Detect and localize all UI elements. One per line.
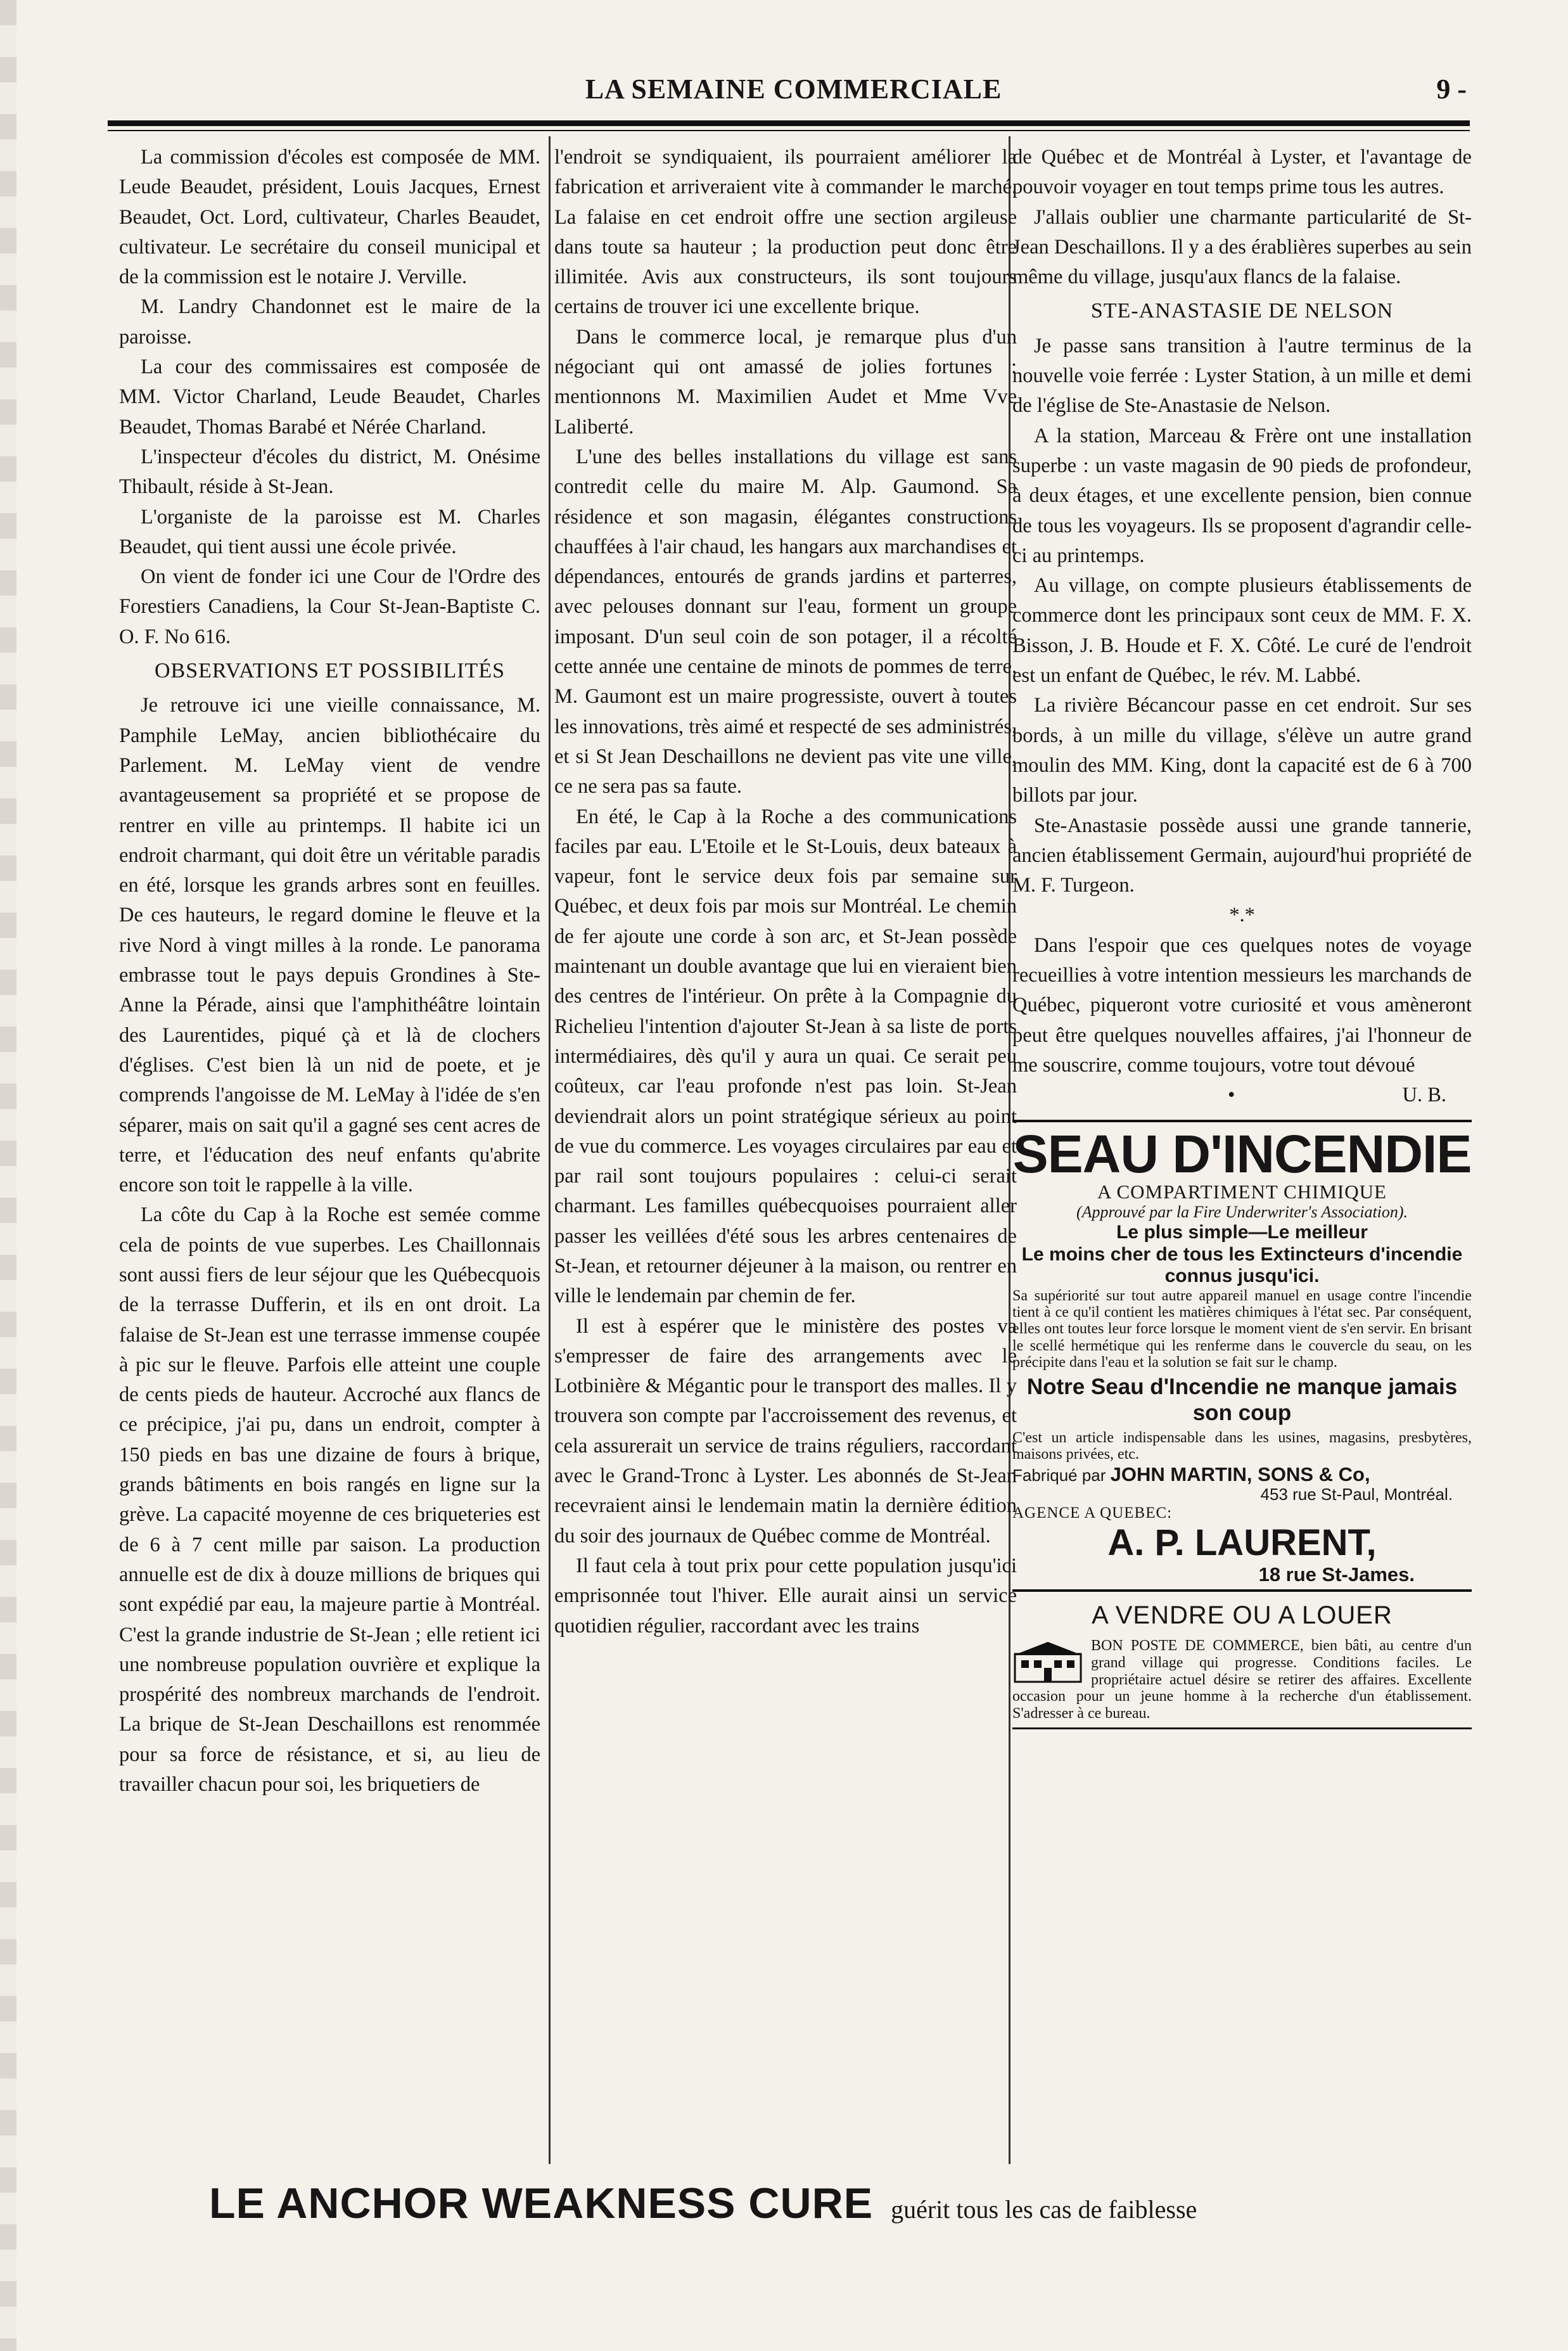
page-header	[120, 73, 1467, 111]
ad-article: C'est un article indispensable dans les usines, magasins, presbytères, maisons privées, etc.	[1012, 1429, 1472, 1463]
paragraph: J'allais oublier une charmante particularité de St-Jean Deschaillons. Il y a des érablières superbes au sein même du village, jusqu'aux flancs de la falaise.	[1012, 205, 1472, 289]
page-number: 9 -	[1436, 74, 1467, 105]
for-sale-notice	[1012, 1594, 1472, 1729]
paragraph: La cour des commissaires est composée de MM. Victor Charland, Leude Beaudet, Charles Beaudet, Thomas Barabé et Nérée Charland.	[119, 356, 540, 439]
paragraph: Ste-Anastasie possède aussi une grande tannerie, ancien établissement Germain, aujourd'hui propriété de M. F. Turgeon.	[1012, 814, 1472, 897]
fire-bucket-advertisement	[1012, 1120, 1472, 1592]
ad-title: SEAU D'INCENDIE	[1012, 1124, 1472, 1184]
signature-mark: •	[1228, 1084, 1235, 1107]
paragraph: Il est à espérer que le ministère des postes va s'empresser de faire des arrangements avec le Lotbinière & Mégantic pour le transport des malles. Il y trouvera son compte par l'accroissement des revenus, et cela assurerait un service de trains réguliers, raccordant avec le Grand-Tronc à Lyster. Les abonnés de St-Jean recevraient ainsi le lendemain matin la dernière édition du soir des journaux de Québec comme de Montréal.	[554, 1314, 1017, 1547]
ad-approval: (Approuvé par la Fire Underwriter's Association).	[1076, 1203, 1408, 1222]
paragraph: Dans le commerce local, je remarque plus d'un négociant qui ont amassé de jolies fortunes : mentionnons M. Maximilien Audet et Mme Vve Laliberté.	[554, 325, 1017, 439]
paragraph: En été, le Cap à la Roche a des communications faciles par eau. L'Etoile et le St-Louis, deux bateaux à vapeur, font le service deux fois par semaine sur Québec, et deux fois par mois sur Montréal. Le chemin de fer ajoute une corde à son arc, et St-Jean possède maintenant un double avantage que lui en vieraient bien des centres de l'intérieur. On prête à la Compagnie du Richelieu l'intention d'ajouter St-Jean à sa liste de ports intermédiaires, dès qu'il y aura un quai. Ce serait peu coûteux, car l'eau profonde n'est pas loin. St-Jean deviendrait alors un point stratégique sérieux au point de vue du commerce. Les voyages circulaires par eau et par rail sont toujours populaires : celui-ci serait charmant. Les familles québecquoises pourraient aller passer les veillées d'été sous les arbres centenaires de St-Jean, et retourner déjeuner à la maison, ou rentrer en ville le lendemain par chemin de fer.	[554, 805, 1017, 1308]
footer-ad-title: LE ANCHOR WEAKNESS CURE	[209, 2179, 874, 2227]
paragraph: Au village, on compte plusieurs établissements de commerce dont les principaux sont ceux de MM. F. X. Bisson, J. B. Houde et F. X. Côté. Le curé de l'endroit est un enfant de Québec, le rév. M. Labbé.	[1012, 574, 1472, 688]
ad-maker-address: 453 rue St-Paul, Montréal.	[1260, 1485, 1453, 1504]
paragraph: La rivière Bécancour passe en cet endroit. Sur ses bords, à un mille du village, s'élève un autre grand moulin des MM. King, dont la capacité est de 6 à 700 billots par jour.	[1012, 694, 1472, 807]
paragraph: Je retrouve ici une vieille connaissance, M. Pamphile LeMay, ancien bibliothécaire du Parlement. M. LeMay vient de vendre avantageusement sa propriété et se propose de rentrer en ville au printemps. Il habite ici un endroit charmant, qui doit être un véritable paradis en été, lorsque les grands arbres sont en feuilles. De ces hauteurs, le regard domine le fleuve et la rive Nord à vingt milles à la ronde. Le panorama embrasse tout le pays depuis Grondines à Ste-Anne la Pérade, ainsi que l'amphithéâtre lointain des Laurentides, piqué çà et là de clochers d'églises. C'est bien là un nid de poete, et je comprends l'angoisse de M. LeMay à l'idée de s'en séparer, mais on sait qu'il a gagné ses cent acres de terre, et l'éducation des neuf enfants qu'abrite encore son toit le rappelle à la ville.	[119, 694, 540, 1197]
sale-title: A VENDRE OU A LOUER	[1092, 1601, 1393, 1630]
ad-agent-name: A. P. LAURENT,	[1107, 1522, 1377, 1564]
footer-advertisement	[209, 2179, 1451, 2229]
paragraph: de Québec et de Montréal à Lyster, et l'avantage de pouvoir voyager en tout temps prime tous les autres.	[1012, 146, 1472, 199]
ad-agent-address: 18 rue St-James.	[1258, 1563, 1415, 1585]
paragraph: Dans l'espoir que ces quelques notes de voyage recueillies à votre intention messieurs les marchands de Québec, piqueront votre curiosité et vous amèneront peut être quelques nouvelles affaires, j'ai l'honneur de me souscrire, comme toujours, votre tout dévoué	[1012, 933, 1472, 1077]
header-rule-thin	[108, 130, 1470, 131]
newspaper-title: LA SEMAINE COMMERCIALE	[585, 74, 1002, 105]
paragraph: On vient de fonder ici une Cour de l'Ordre des Forestiers Canadiens, la Cour St-Jean-Baptiste C. O. F. No 616.	[119, 565, 540, 648]
column-1	[119, 143, 540, 2164]
sale-body: BON POSTE DE COMMERCE, bien bâti, au centre d'un grand village qui progresse. Conditions faciles. Le propriétaire actuel désire se retirer des affaires. Excellente occasion pour un jeune homme à la recherche d'un établissement. S'adresser à ce bureau.	[1012, 1637, 1472, 1722]
column-2	[554, 143, 1017, 2164]
footer-ad-tagline: guérit tous les cas de faiblesse	[891, 2195, 1197, 2224]
signature-name: U. B.	[1402, 1084, 1446, 1107]
ad-body: Sa supériorité sur tout autre appareil manuel en usage contre l'incendie tient à ce qu'il contient les matières chimiques à l'état sec. Par conséquent, elles ont toutes leur force lorsque le moment vient de s'en servir. En brisant le scellé hermétique qui les renferme dans le couvercle du seau, on les précipite dans l'eau et la solution se fait sur le champ.	[1012, 1287, 1472, 1371]
sale-body-wrap	[1012, 1637, 1472, 1722]
ad-tagline: Le plus simple—Le meilleur	[1116, 1222, 1368, 1243]
section-heading: STE-ANASTASIE DE NELSON	[1090, 299, 1394, 323]
ad-maker-prefix: Fabriqué par	[1012, 1465, 1106, 1485]
paragraph: La côte du Cap à la Roche est semée comme cela de points de vue superbes. Les Chaillonnais sont aussi fiers de leur séjour que les Québecquois de la terrasse Dufferin, et ils en ont droit. La falaise de St-Jean est une terrasse immense coupée à pic sur le fleuve. Parfois elle atteint une couple de cents pieds de hauteur. Accroché aux flancs de ce précipice, j'ai pu, dans un endroit, compter à 150 pieds en bas une dizaine de fours à brique, grands bâtiments en bois rangés en ligne sur la grève. La capacité moyenne de ces briqueteries est de 6 à 7 cent mille par saison. La production annuelle est de dix à douze millions de briques qui sont expédié par eau, la majeure partie à Montréal. C'est la grande industrie de St-Jean ; elle retient ici une nombreuse population ouvrière et explique la prospérité des nombreux marchands de l'endroit. La brique de St-Jean Deschaillons est renommée pour sa force de résistance, et si, au lieu de travailler chacun pour soi, les briquetiers de	[119, 1203, 540, 1797]
paragraph: L'inspecteur d'écoles du district, M. Onésime Thibault, réside à St-Jean.	[119, 445, 540, 499]
signature	[1012, 1080, 1472, 1110]
paragraph: L'organiste de la paroisse est M. Charles Beaudet, qui tient aussi une école privée.	[119, 505, 540, 558]
paragraph: La commission d'écoles est composée de MM. Leude Beaudet, président, Louis Jacques, Ernest Beaudet, Oct. Lord, cultivateur, Charles Beaudet, cultivateur. Le secrétaire du conseil municipal et de la commission est le notaire J. Verville.	[119, 146, 540, 289]
ad-tagline: Le moins cher de tous les Extincteurs d'incendie connus jusqu'ici.	[1021, 1243, 1463, 1287]
ad-agency-label: AGENCE A QUEBEC:	[1012, 1504, 1173, 1522]
house-icon	[1012, 1640, 1083, 1683]
paragraph: Il faut cela à tout prix pour cette population jusqu'ici emprisonnée tout l'hiver. Elle aurait ainsi un service quotidien régulier, raccordant avec les trains	[554, 1554, 1017, 1637]
paragraph: l'endroit se syndiquaient, ils pourraient améliorer la fabrication et arriveraient vite à commander le marché. La falaise en cet endroit offre une section argileuse dans toute sa hauteur ; la production peut donc être illimitée. Avis aux constructeurs, ils sont toujours certains de trouver ici une excellente brique.	[554, 146, 1017, 319]
paragraph: L'une des belles installations du village est sans contredit celle du maire M. Alp. Gaumond. Sa résidence et son magasin, élégantes constructions chauffées à l'air chaud, les hangars aux marchandises et dépendances, entourés de grands jardins et parterres, avec pelouses donnant sur l'eau, forment un groupe imposant. D'un seul coin de son potager, il a récolté cette année une centaine de minots de pommes de terre. M. Gaumont est un maire progressiste, ouvert à toutes les innovations, très aimé et respecté de ses administrés, et si St Jean Deschaillons ne devient pas vite une ville, ce ne sera pas sa faute.	[554, 445, 1017, 798]
ad-subtitle: A COMPARTIMENT CHIMIQUE	[1097, 1180, 1387, 1203]
section-stars: *.*	[1229, 904, 1255, 927]
section-heading: OBSERVATIONS ET POSSIBILITÉS	[155, 659, 505, 683]
column-divider	[549, 136, 551, 2164]
paragraph: M. Landry Chandonnet est le maire de la paroisse.	[119, 295, 540, 349]
ad-maker	[1012, 1463, 1472, 1486]
paragraph: A la station, Marceau & Frère ont une installation superbe : un vaste magasin de 90 pieds de profondeur, à deux étages, et une excellente pension, bien connue de tous les voyageurs. Ils se proposent d'agrandir celle-ci au printemps.	[1012, 424, 1472, 567]
column-3	[1012, 143, 1472, 2164]
paragraph: Je passe sans transition à l'autre terminus de la nouvelle voie ferrée : Lyster Station, à un mille et demi de l'église de Ste-Anastasie de Nelson.	[1012, 334, 1472, 418]
ad-slogan: Notre Seau d'Incendie ne manque jamais son coup	[1026, 1374, 1458, 1425]
ad-maker-name: JOHN MARTIN, SONS & Co,	[1110, 1463, 1370, 1485]
header-rule-thick	[108, 120, 1470, 126]
scan-edge	[0, 0, 16, 2351]
